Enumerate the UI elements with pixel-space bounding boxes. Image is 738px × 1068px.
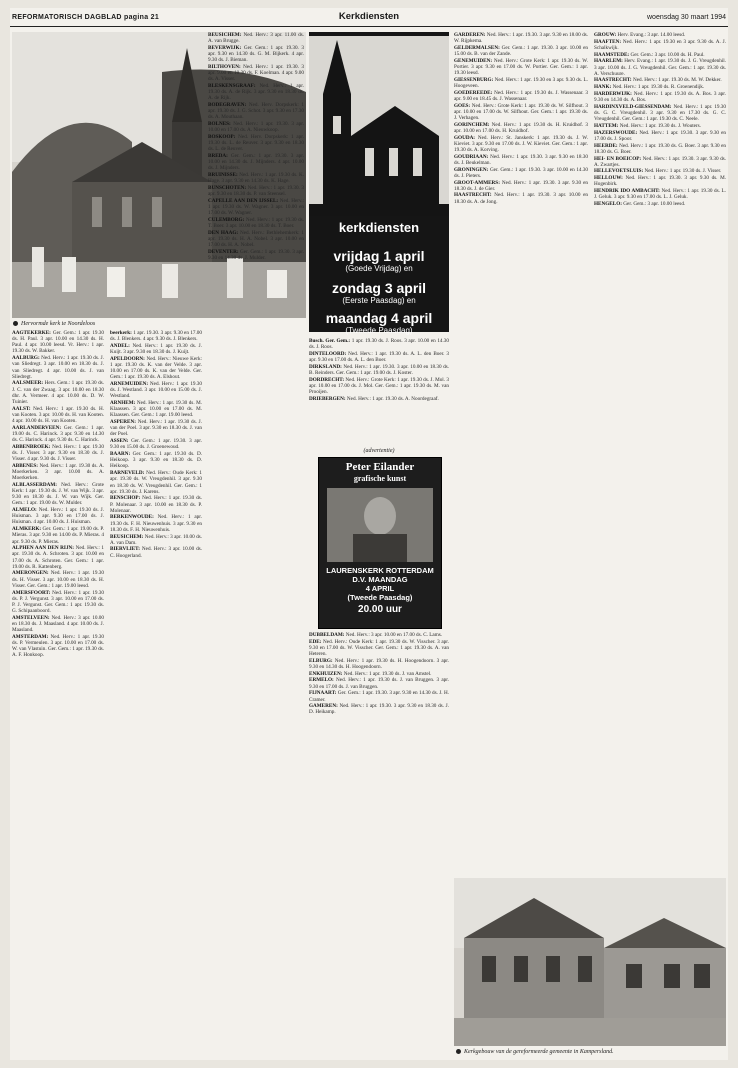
listing-entry: ENKHUIZEN: Ned. Herv.: 1 apr. 19.30 ds. J. van Amstel. bbox=[309, 670, 432, 677]
listing-entry: BODEGRAVEN: Ned. Herv. Dorpskerk: 1 apr. 19.30 ds. J. G. Schot. 3 apr. 9.30 en 17.30 ds. A. Mouthaan. bbox=[208, 102, 304, 121]
ad-time: 20.00 uur bbox=[358, 604, 402, 615]
listing-entry: GOES: Ned. Herv.: Grote Kerk: 1 apr. 19.30 ds. W. Silfhout. 3 apr. 10.00 en 17.00 ds. W. Silfhout. Ger. Gem.: 1 apr. 19.30 ds. J. Verhagen. bbox=[454, 102, 588, 121]
listing-column-3 bbox=[208, 32, 304, 1058]
column-4b-entries bbox=[309, 632, 449, 716]
top-photo-caption-text: Hervormde kerk te Noordeloos bbox=[21, 321, 96, 327]
listing-entry: ABBENBROEK: Ned. Herv.: 1 apr. 19.30 ds. J. Visser. 3 apr. 9.30 en 18.30 ds. J. Visser. 4 apr. 9.30 ds. J. Visser. bbox=[12, 443, 104, 463]
listing-entry: ALMKERK: Ger. Gem.: 1 apr. 19.00 ds. P. Mieras. 3 apr. 9.30 en 14.00 ds. P. Mieras. 4 apr. 9.30 ds. P. Mieras. bbox=[12, 526, 104, 545]
listing-entry: DEVENTER: Ger. Gem.: 1 apr. 19.30. 3 apr. 9.30 en 14.30 ds. J. Mulder. bbox=[208, 249, 304, 262]
listing-entry: GENEMUIDEN: Ned. Herv.: Grote Kerk: 1 apr. 19.30 ds. W. Portier. 3 apr. 9.30 en 17.00 ds. W. Portier. Ger. Gem.: 1 apr. 19.30 leesd. bbox=[454, 57, 588, 77]
listing-entry: AARLANDERVEEN: Ger. Gem.: 1 apr. 19.00 ds. C. Harinck. 3 apr. 9.30 en 14.30 ds. C. Harinck. 4 apr. 9.30 ds. C. Harinck. bbox=[12, 424, 104, 444]
listing-entry: BUNSCHOTEN: Ned. Herv.: 1 apr. 19.30. 3 apr. 9.30 en 18.30 ds. P. van Steensel. bbox=[208, 185, 304, 198]
bottom-photo-caption bbox=[456, 1049, 614, 1055]
listing-entry: ASSEN: Ger. Gem.: 1 apr. 19.30. 3 apr. 9.30 en 15.00 ds. J. Groenewoud. bbox=[110, 438, 202, 451]
column-4a-entries bbox=[309, 338, 449, 402]
service-date-1-note: (Goede Vrijdag) en bbox=[345, 264, 413, 273]
listing-entry: BILTHOVEN: Ned. Herv.: 1 apr. 19.30. 3 apr. 9.00 en 10.30 ds. F. Koelman. 4 apr. 9.00 ds. A. Visser. bbox=[208, 63, 304, 83]
service-date-2: zondag 3 april bbox=[331, 280, 427, 296]
listing-entry: BAARN: Ger. Gem.: 1 apr. 19.30 ds. D. Heikoop. 3 apr. 9.30 en 18.30 ds. D. Heikoop. bbox=[110, 451, 202, 470]
listing-entry: BERKENWOUDE: Ned. Herv.: 1 apr. 19.30 ds. F. H. Nieuwenhuis. 3 apr. 9.30 en 18.30 ds. F. H. Nieuwenhuis. bbox=[110, 514, 202, 533]
ad-photo-illustration bbox=[327, 488, 433, 562]
page-header bbox=[10, 8, 728, 27]
listing-entry: DIRKSLAND: Ned. Herv.: 1 apr. 19.30. 3 apr. 10.00 en 18.30 ds. B. Reinders. Ger. Gem.: 1 apr. 19.00 ds. J. Koster. bbox=[309, 363, 449, 376]
ad-headline-1: Peter Eilander bbox=[345, 461, 415, 473]
listing-column-6 bbox=[594, 32, 726, 872]
listing-entry: GROUW: Herv. Evang.: 3 apr. 14.00 leesd. bbox=[594, 32, 686, 38]
listing-entry: BOLNES: Ned. Herv.: 1 apr. 19.30. 3 apr. 10.00 en 17.00 ds. A. Nieuwkoop. bbox=[208, 121, 304, 134]
listing-entry: GIESSENBURG: Ned. Herv.: 1 apr. 19.30 en 3 apr. 9.30 ds. L. Hoogeveen. bbox=[454, 76, 588, 90]
listing-entry: HENDRIK IDO AMBACHT: Ned. Herv.: 1 apr. 19.30 ds. L. J. Geluk. 3 apr. 9.30 en 17.00 ds. L. J. Geluk. bbox=[594, 188, 726, 201]
listing-column-4 bbox=[309, 338, 449, 444]
column-3-entries bbox=[208, 32, 304, 261]
listing-entry: GAMEREN: Ned. Herv.: 1 apr. 19.30. 3 apr. 9.30 en 18.30 ds. J. D. Heikamp. bbox=[309, 703, 449, 716]
church-silhouette-icon bbox=[309, 36, 449, 216]
listing-entry: HEI- EN BOEICOP: Ned. Herv.: 1 apr. 19.30. 3 apr. 9.30 ds. A. Zwartjes. bbox=[594, 155, 726, 168]
kerkdiensten-title: kerkdiensten bbox=[338, 220, 420, 235]
ad-headline bbox=[319, 462, 441, 484]
listing-entry: BENSCHOP: Ned. Herv.: 1 apr. 19.30 ds. P. Molenaar. 3 apr. 10.00 en 18.30 ds. P. Molenaar. bbox=[110, 495, 202, 514]
listing-entry: GRONINGEN: Ger. Gem.: 1 apr. 19.30. 3 apr. 10.00 en 14.30 ds. J. Pieters. bbox=[454, 166, 588, 179]
listing-entry: HARDINXVELD-GIESSENDAM: Ned. Herv.: 1 apr. 19.30 ds. G. C. Vreugdenhil. 3 apr. 9.30 en 17.30 ds. G. C. Vreugdenhil. Ger. Gem.: 1 apr. 19.30 ds. C. Neele. bbox=[594, 103, 726, 123]
listing-entry: BARNEVELD: Ned. Herv.: Oude Kerk: 1 apr. 19.30 ds. W. Vreugdenhil. 3 apr. 9.30 en 18.30 ds. W. Vreugdenhil. Ger. Gem.: 1 apr. 19.30 ds. J. Karens. bbox=[110, 470, 202, 495]
listing-entry: AAGTEKERKE: Ger. Gem.: 1 apr. 19.30 ds. H. Paul. 3 apr. 10.00 en 14.30 ds. H. Paul. 4 apr. 10.00 leesd. Vr. Herv.: 1 apr. 19.30 ds. W. Bakker. bbox=[12, 330, 104, 355]
listing-entry: HARDERWIJK: Ned. Herv.: 1 apr. 19.30 ds. A. Bos. 3 apr. 9.30 en 14.30 ds. A. Bos. bbox=[594, 90, 726, 104]
listing-entry: BREDA: Ger. Gem.: 1 apr. 19.30. 3 apr. 10.00 en 14.30 ds. J. Mijnders. 4 apr. 10.00 ds. J. Mijnders. bbox=[208, 153, 304, 172]
advertisement-label: (advertentie) bbox=[363, 448, 395, 454]
service-date-2-note: (Eerste Paasdag) en bbox=[342, 296, 416, 305]
church-photo-kampersland bbox=[454, 878, 726, 1046]
listing-entry: GOUDA: Ned. Herv.: St. Janskerk: 1 apr. 19.30 ds. J. W. Kieviet. 3 apr. 9.30 en 17.00 ds. J. W. Kieviet. Ger. Gem.: 1 apr. 19.30 ds. A. Korving. bbox=[454, 134, 588, 153]
listing-entry: HATTEM: Ned. Herv.: 1 apr. 19.30 ds. J. Wouters. bbox=[594, 122, 701, 129]
listing-entry: HENGELO: Ger. Gem.: 3 apr. 10.00 leesd. bbox=[594, 200, 686, 207]
listing-entry: DRIEBERGEN: Ned. Herv.: 1 apr. 19.30 ds. A. Noordegraaf. bbox=[309, 395, 439, 402]
ad-date-2: 4 APRIL bbox=[365, 584, 395, 593]
listing-entry: HAAMSTEDE: Ger. Gem.: 3 apr. 10.00 ds. H. Paul. bbox=[594, 51, 705, 58]
kerkdiensten-box bbox=[309, 32, 449, 335]
listing-entry: GORINCHEM: Ned. Herv.: 1 apr. 19.30 ds. H. Kruidhof. 3 apr. 10.00 en 17.00 ds. H. Kruidhof. bbox=[454, 121, 588, 134]
listing-entry: HEERDE: Ned. Herv.: 1 apr. 19.30 ds. G. Boer. 3 apr. 9.30 en 18.30 ds. G. Boer. bbox=[594, 142, 726, 155]
service-date-1: vrijdag 1 april bbox=[333, 248, 425, 264]
listing-entry: ARNHEM: Ned. Herv.: 1 apr. 19.30 ds. M. Klaassen. 3 apr. 10.00 en 17.00 ds. M. Klaassen. Ger. Gem.: 1 apr. 19.00 leesd. bbox=[110, 400, 202, 419]
listing-entry: ALBLASSERDAM: Ned. Herv.: Grote Kerk: 1 apr. 19.30 ds. J. W. van Wijk. 3 apr. 9.30 en 18.30 ds. J. W. van Wijk. Ger. Gem.: 1 apr. 19.00 ds. W. Mulder. bbox=[12, 481, 104, 507]
listing-entry: EDE: Ned. Herv.: Oude Kerk: 1 apr. 19.30 ds. W. Visscher. 3 apr. 9.30 en 17.00 ds. W. Visscher. Ger. Gem.: 1 apr. 19.30 ds. A. van Heteren. bbox=[309, 638, 449, 658]
listing-entry: BLESKENSGRAAF: Ned. Herv.: 1 apr. 19.30 ds. A. de Rijk. 3 apr. 9.30 en 18.30 ds. A. de Rijk. bbox=[208, 83, 304, 102]
listing-entry: AMSTERDAM: Ned. Herv.: 1 apr. 19.30 ds. P. Vermeulen. 3 apr. 10.00 en 17.00 ds. W. van Vlastuin. Ger. Gem.: 1 apr. 19.30 ds. A. F. Honkoop. bbox=[12, 633, 104, 659]
top-photo-caption bbox=[13, 321, 95, 327]
listing-entry: AALBURG: Ned. Herv.: 1 apr. 19.30 ds. J. van Sliedregt. 3 apr. 10.00 en 18.30 ds. J. van Sliedregt. 4 apr. 10.00 ds. J. van Sliedregt. bbox=[12, 355, 104, 380]
listing-entry: AMSTELVEEN: Ned. Herv.: 3 apr. 10.00 en 18.30 ds. J. Maasland. 4 apr. 10.00 ds. J. Maasland. bbox=[12, 614, 104, 634]
listing-entry: GOEDEREEDE: Ned. Herv.: 1 apr. 19.30 ds. J. Wassenaar. 3 apr. 9.00 en 18.45 ds. J. Wassenaar. bbox=[454, 89, 588, 102]
caption-bullet bbox=[456, 1049, 461, 1054]
listing-entry: DUBBELDAM: Ned. Herv.: 3 apr. 10.00 en 17.00 ds. C. Lams. bbox=[309, 632, 443, 638]
ad-photo bbox=[327, 488, 433, 562]
listing-entry: HAASTRECHT: Ned. Herv.: 1 apr. 19.30. 3 apr. 10.00 en 18.30 ds. A. de Jong. bbox=[454, 192, 588, 205]
listing-entry: HAAFTEN: Ned. Herv.: 1 apr. 19.30 en 3 apr. 9.30 ds. A. J. Schalkwijk. bbox=[594, 38, 726, 51]
listing-entry: ERMELO: Ned. Herv.: 1 apr. 19.30 ds. J. van Bruggen. 3 apr. 9.30 en 17.00 ds. J. van Bruggen. bbox=[309, 677, 449, 690]
listing-entry: BEUSICHEM: Ned. Herv.: 3 apr. 10.00 ds. A. van Dam. bbox=[110, 533, 202, 546]
listing-column-5 bbox=[454, 32, 588, 872]
column-5-entries bbox=[454, 32, 588, 205]
bottom-photo-caption-text: Kerkgebouw van de gereformeerde gemeente in Kampersland. bbox=[464, 1049, 614, 1055]
listing-entry: GROOT-AMMERS: Ned. Herv.: 1 apr. 19.30. 3 apr. 9.30 en 18.30 ds. J. de Gier. bbox=[454, 179, 588, 192]
listing-entry: ELBURG: Ned. Herv.: 1 apr. 19.30 ds. H. Hoogendoorn. 3 apr. 9.30 en 14.30 ds. H. Hoogendoorn. bbox=[309, 657, 449, 670]
listing-entry: GELDERMALSEN: Ger. Gem.: 1 apr. 19.30. 3 apr. 10.00 en 15.00 ds. B. van der Zande. bbox=[454, 44, 588, 58]
listing-entry: GOUDRIAAN: Ned. Herv.: 1 apr. 19.30. 3 apr. 9.30 en 18.30 ds. J. Beukelman. bbox=[454, 153, 588, 166]
issue-date: woensdag 30 maart 1994 bbox=[647, 14, 726, 21]
column-1-entries bbox=[12, 330, 104, 658]
listing-entry: HAASTRECHT: Ned. Herv.: 1 apr. 19.30 ds. M. W. Dekker. bbox=[594, 77, 722, 84]
ad-headline-2: grafische kunst bbox=[353, 474, 407, 483]
listing-entry: ALMELO: Ned. Herv.: 1 apr. 19.30 ds. J. Huisman. 3 apr. 9.30 en 17.00 ds. J. Huisman. 4 apr. 10.00 ds. J. Huisman. bbox=[12, 507, 104, 526]
listing-entry: APELDOORN: Ned. Herv.: Nieuwe Kerk: 1 apr. 19.30 ds. K. van der Velde. 3 apr. 10.00 en 17.00 ds. K. van der Velde. Ger. Gem.: 1 apr. 19.30 ds. A. Elshout. bbox=[110, 355, 202, 381]
listing-column-1 bbox=[12, 330, 104, 1058]
listing-entry: ARNEMUIDEN: Ned. Herv.: 1 apr. 19.30 ds. J. Westland. 3 apr. 10.00 en 15.00 ds. J. Westland. bbox=[110, 381, 202, 400]
listing-entry: BRUINISSE: Ned. Herv.: 1 apr. 19.30 ds. K. Hage. 3 apr. 9.30 en 14.30 ds. K. Hage. bbox=[208, 172, 304, 185]
listing-entry: Busch. Ger. Gem.: 1 apr. 19.30 ds. J. Roos. 3 apr. 10.00 en 14.30 ds. J. Roos. bbox=[309, 338, 449, 351]
service-date-3: maandag 4 april bbox=[325, 310, 433, 326]
listing-entry: AMERSFOORT: Ned. Herv.: 1 apr. 19.30 ds. P. J. Vergunst. 3 apr. 10.00 en 17.00 ds. P. J. Vergunst. Ger. Gem.: 1 apr. 19.30 ds. G. Schipaanboord. bbox=[12, 589, 104, 614]
listing-entry: DINTELOORD: Ned. Herv.: 1 apr. 19.30 ds. A. L. den Boer. 3 apr. 9.30 en 17.00 ds. A. L. den Boer. bbox=[309, 350, 449, 364]
listing-entry: HANK: Ned. Herv.: 1 apr. 19.30 ds. R. Groenendijk. bbox=[594, 84, 705, 91]
listing-entry: ABBENES: Ned. Herv.: 1 apr. 19.30 ds. A. Moerkerken. 3 apr. 10.00 ds. A. Moerkerken. bbox=[12, 462, 104, 482]
listing-entry: DORDRECHT: Ned. Herv.: Grote Kerk: 1 apr. 19.30 ds. J. Mol. 3 apr. 10.00 en 17.00 ds. J. Mol. Ger. Gem.: 1 apr. 19.30 ds. M. van Prooijen. bbox=[309, 376, 449, 396]
ad-venue: LAURENSKERK ROTTERDAM bbox=[326, 566, 434, 575]
caption-bullet bbox=[13, 321, 18, 326]
listing-entry: FIJNAART: Ger. Gem.: 1 apr. 19.30. 3 apr. 9.30 en 14.30 ds. J. H. Cramer. bbox=[309, 690, 449, 703]
listing-entry: ASPEREN: Ned. Herv.: 1 apr. 19.30 ds. J. van der Poel. 3 apr. 9.30 en 18.30 ds. J. van der Poel. bbox=[110, 419, 202, 438]
listing-entry: DEN HAAG: Ned. Herv.: Bethlehemkerk: 1 apr. 19.30 ds. H. A. Nobel. 3 apr. 10.00 en 17.00 ds. H. A. Nobel. bbox=[208, 229, 304, 249]
listing-column-2 bbox=[110, 330, 202, 1058]
listing-entry: BEVERWIJK: Ger. Gem.: 1 apr. 19.30. 3 apr. 9.30 en 14.30 ds. G. M. Bijkerk. 4 apr. 9.30 ds. J. Bieman. bbox=[208, 44, 304, 64]
listing-entry: HAZERSWOUDE: Ned. Herv.: 1 apr. 19.30. 3 apr. 9.30 en 17.00 ds. J. Spoor. bbox=[594, 129, 726, 142]
listing-entry: ANDEL: Ned. Herv.: 1 apr. 19.30 ds. J. Kuijt. 3 apr. 9.30 en 18.30 ds. J. Kuijt. bbox=[110, 342, 202, 356]
listing-entry: GARDEREN: Ned. Herv.: 1 apr. 19.30. 3 apr. 9.30 en 18.00 ds. W. Rijpkema. bbox=[454, 32, 588, 45]
listing-entry: CULEMBORG: Ned. Herv.: 1 apr. 19.30 ds. T. Boer. 3 apr. 10.00 en 18.30 ds. T. Boer. bbox=[208, 217, 304, 230]
advertisement-box bbox=[318, 457, 442, 629]
listing-entry: HELLEVOETSLUIS: Ned. Herv.: 1 apr. 19.30 ds. J. Visser. bbox=[594, 168, 722, 175]
section-title: Kerkdiensten bbox=[338, 11, 400, 22]
newspaper-page bbox=[10, 8, 728, 1060]
kampersland-photo-illustration bbox=[454, 878, 726, 1046]
column-6-entries bbox=[594, 32, 726, 207]
ad-details bbox=[319, 566, 441, 602]
listing-entry: beerkerk: 1 apr. 19.30. 3 apr. 9.30 en 17.00 ds. J. Blenkers. 4 apr. 9.30 ds. J. Blenkers. bbox=[110, 330, 202, 343]
listing-entry: BEUSICHEM: Ned. Herv.: 3 apr. 11.00 ds. A. van Brugge. bbox=[208, 32, 304, 45]
listing-entry: CAPELLE AAN DEN IJSSEL: Ned. Herv.: 1 apr. 19.30 ds. W. Wagner. 3 apr. 10.00 en 17.00 ds. W. Wagner. bbox=[208, 198, 304, 217]
listing-entry: BIERVLIET: Ned. Herv.: 3 apr. 10.00 ds. C. Hoogerland. bbox=[110, 546, 202, 559]
listing-entry: HAARLEM: Herv. Evang.: 1 apr. 19.30 ds. J. G. Vreugdenhil. 3 apr. 10.00 ds. J. G. Vreugdenhil. Ger. Gem.: 1 apr. 19.30 ds. A. Verschuure. bbox=[594, 58, 726, 77]
listing-entry: BOSKOOP: Ned. Herv. Dorpskerk: 1 apr. 19.30 ds. L. de Reuver. 3 apr. 9.30 en 18.30 ds. L. de Reuver. bbox=[208, 134, 304, 153]
listing-column-4b bbox=[309, 632, 449, 872]
ad-occasion: (Tweede Paasdag) bbox=[347, 593, 413, 602]
newspaper-masthead: REFORMATORISCH DAGBLAD pagina 21 bbox=[12, 14, 160, 21]
listing-entry: ALPHEN AAN DEN RIJN: Ned. Herv.: 1 apr. 19.30 ds. A. Schroten. 3 apr. 10.00 en 17.00 ds. A. Schroten. Ger. Gem.: 1 apr. 19.00 ds. R. Kattenberg. bbox=[12, 545, 104, 570]
listing-entry: HELLOUW: Ned. Herv.: 1 apr. 19.30. 3 apr. 9.30 ds. M. Hogenbirk. bbox=[594, 175, 726, 188]
service-date-3-note: (Tweede Paasdag) bbox=[345, 326, 413, 335]
listing-entry: AALSMEER: Hers. Gem.: 1 apr. 19.30 ds. J. C. van der Zwaag. 3 apr. 10.00 en 18.30 dhr. A. Vermeer. 4 apr. 10.00 ds. D. W. Tuinier. bbox=[12, 380, 104, 405]
column-2-entries bbox=[110, 330, 202, 559]
ad-date-1: D.V. MAANDAG bbox=[352, 575, 408, 584]
listing-entry: AMERONGEN: Ned. Herv.: 1 apr. 19.30 ds. H. Visser. 3 apr. 10.00 en 18.30 ds. H. Visser. Ger. Gem.: 1 apr. 19.00 leesd. bbox=[12, 570, 104, 589]
listing-entry: AALST: Ned. Herv.: 1 apr. 19.30 ds. H. van Kooten. 3 apr. 10.00 ds. H. van Kooten. 4 apr. 10.00 ds. H. van Kooten. bbox=[12, 405, 104, 424]
